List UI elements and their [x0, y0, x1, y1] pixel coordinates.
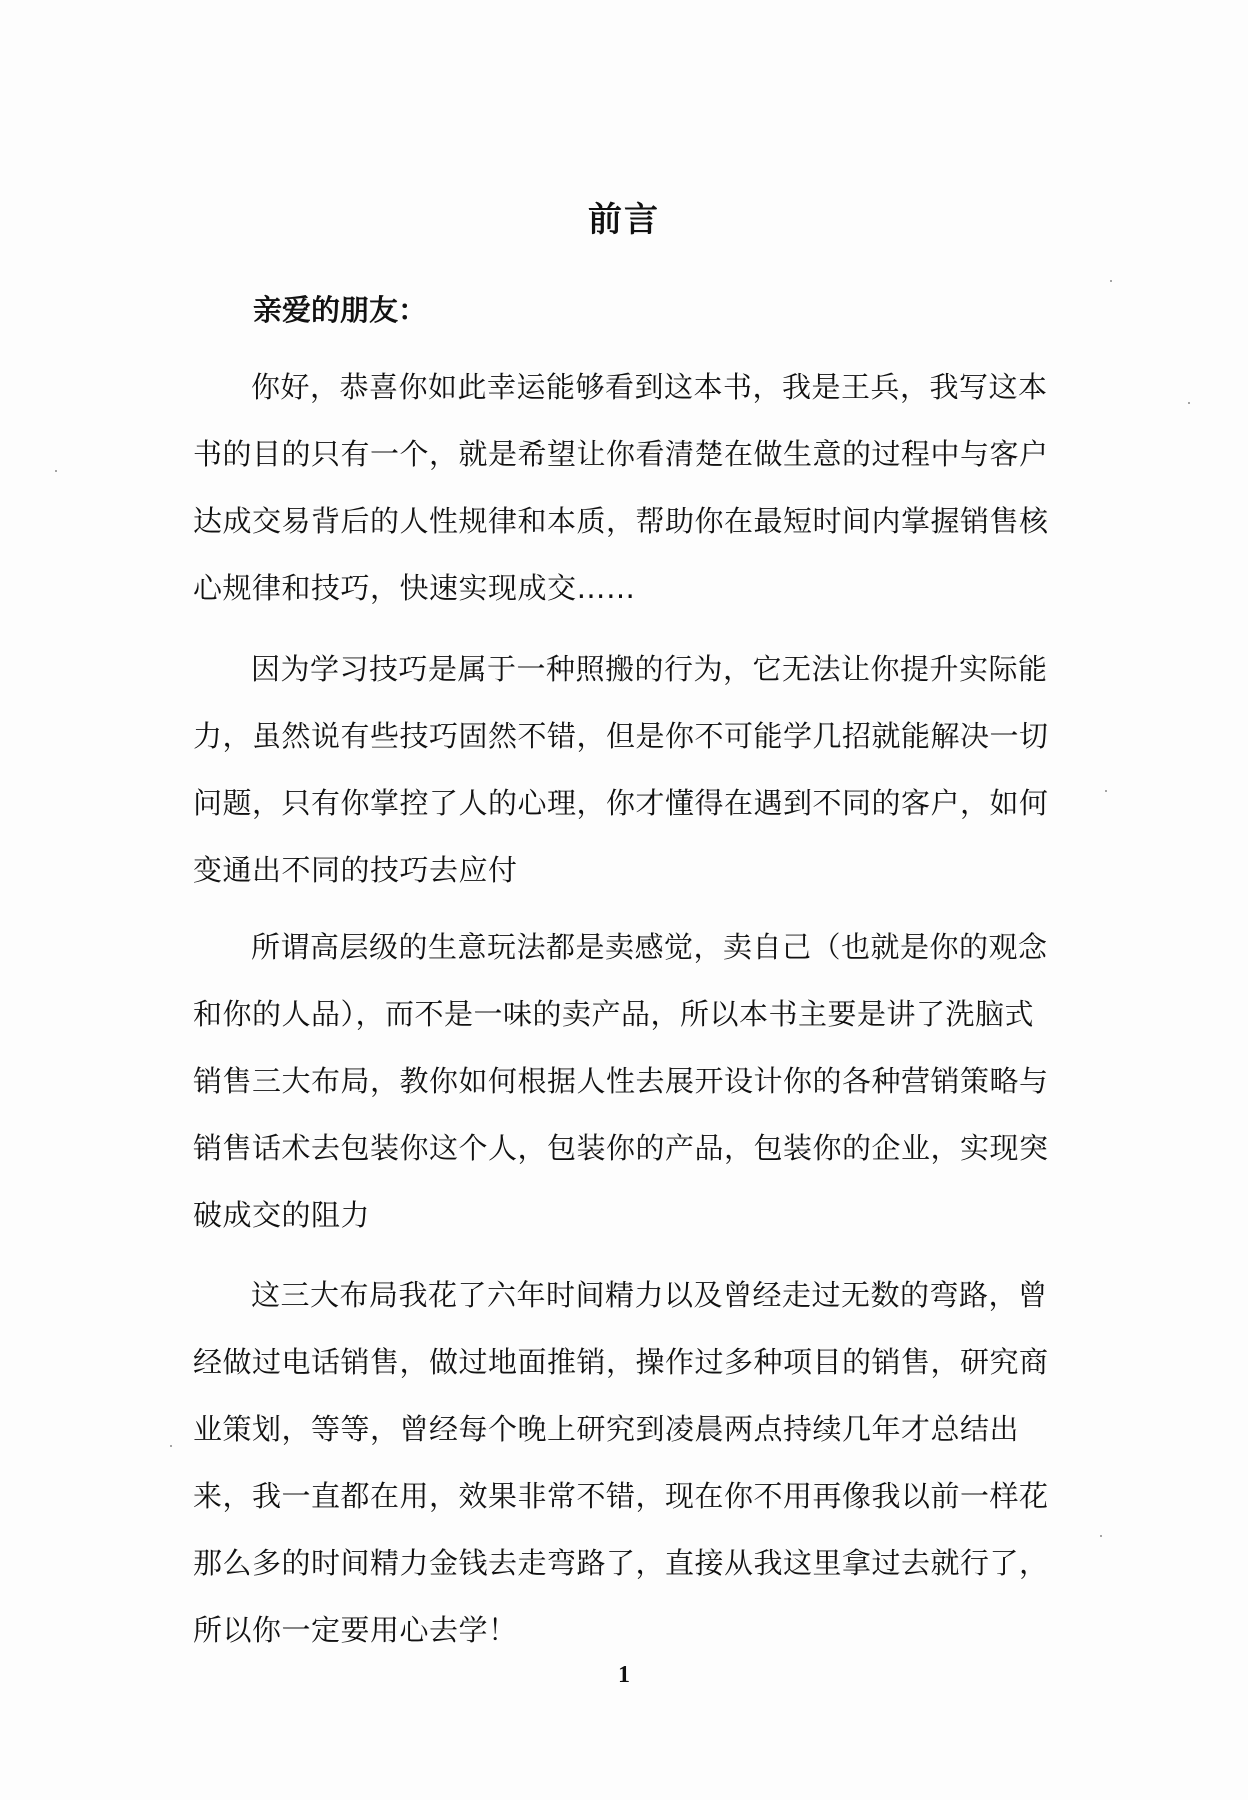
scan-speck [170, 1445, 172, 1447]
page-title: 前言 [588, 200, 660, 240]
paragraph-1: 你好，恭喜你如此幸运能够看到这本书，我是王兵，我写这本书的目的只有一个，就是希望让你看清楚在做生意的过程中与客户达成交易背后的人性规律和本质，帮助你在最短时间内掌握销售核心规律和技巧，快速实现成交…… [193, 370, 1049, 605]
scan-speck [1105, 790, 1107, 792]
paragraph-2: 因为学习技巧是属于一种照搬的行为，它无法让你提升实际能力，虽然说有些技巧固然不错，但是你不可能学几招就能解决一切问题，只有你掌控了人的心理，你才懂得在遇到不同的客户，如何变通出不同的技巧去应付 [193, 652, 1049, 887]
scan-speck [1188, 402, 1190, 404]
page-number: 1 [618, 1662, 630, 1688]
scan-speck [1100, 1535, 1102, 1537]
paragraph-4: 这三大布局我花了六年时间精力以及曾经走过无数的弯路，曾经做过电话销售，做过地面推销，操作过多种项目的销售，研究商业策划，等等，曾经每个晚上研究到凌晨两点持续几年才总结出来，我一直都在用，效果非常不错，现在你不用再像我以前一样花那么多的时间精力金钱去走弯路了，直接从我这里拿过去就行了，所以你一定要用心去学！ [193, 1278, 1049, 1647]
salutation: 亲爱的朋友： [253, 293, 428, 327]
scan-speck [1110, 280, 1112, 282]
paragraph-3: 所谓高层级的生意玩法都是卖感觉，卖自己（也就是你的观念和你的人品），而不是一味的卖产品，所以本书主要是讲了洗脑式销售三大布局，教你如何根据人性去展开设计你的各种营销策略与销售话术去包装你这个人，包装你的产品，包装你的企业，实现突破成交的阻力 [193, 930, 1049, 1232]
scan-speck [55, 470, 57, 472]
